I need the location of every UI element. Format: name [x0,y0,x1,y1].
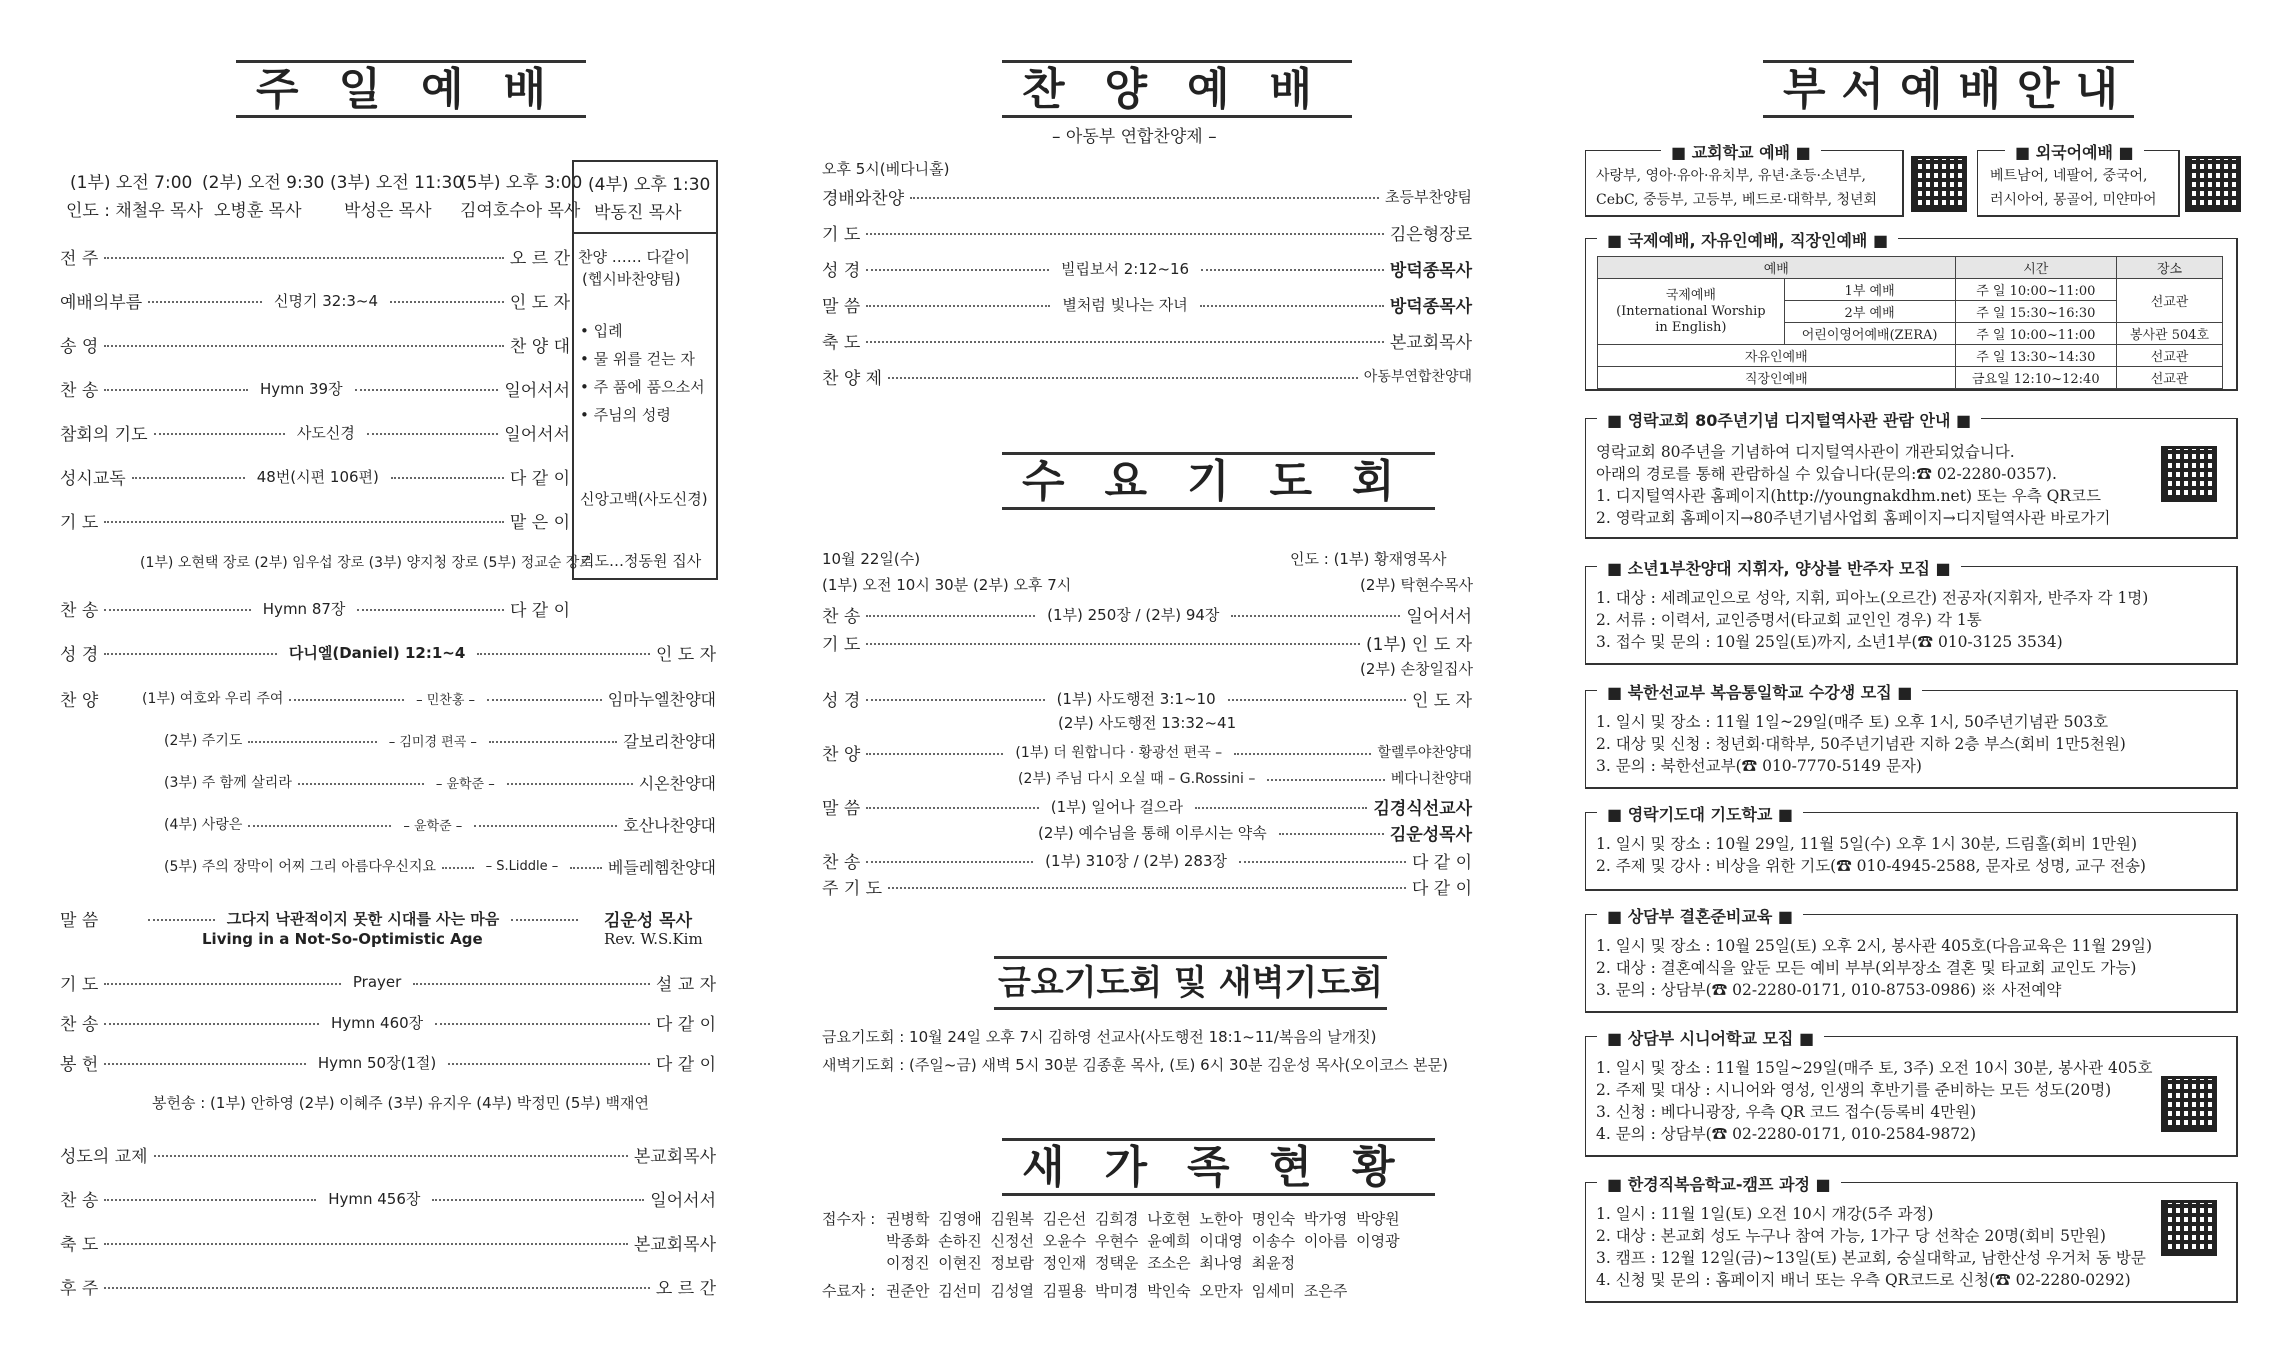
notice-title: ■ 상담부 시니어학교 모집 ■ [1597,1026,1824,1049]
praise-worship-title: 찬양예배 [1002,60,1352,118]
order-row: 찬 송 Hymn 460장 다 같 이 [60,1013,716,1035]
new-family-title: 새가족현황 [1002,1138,1435,1196]
offering-line: 봉헌송 : (1부) 안하영 (2부) 이혜주 (3부) 유지우 (4부) 박정민 (5부) 백재연 [152,1094,650,1112]
box4-item: • 주 품에 품으소서 [580,378,705,396]
service-time-3: (3부) 오전 11:30 [330,173,464,193]
order-row: 기 도 맡 은 이 [60,512,570,533]
new-family-recv-label: 접수자 : [822,1210,876,1228]
dawn-prayer-line: 새벽기도회 : (주일~금) 새벽 5시 30분 김종훈 목사, (토) 6시 30분 김운성 목사(오이코스 본문) [822,1056,1448,1074]
service-time-1: (1부) 오전 7:00 [70,173,193,193]
qr-code-icon[interactable] [2185,156,2241,212]
order-row: 축 도 본교회목사 [822,332,1472,353]
notice-box: 영락교회 80주년을 기념하여 디지털역사관이 개관되었습니다. 아래의 경로를 통해 관람하실 수 있습니다(문의:☎ 02-2280-0357). 1. 디지털역사관 홈페이지(http://youngnakdhm.net) 또는 우측 QR코드 2. 영락교회 홈페이지→80주년기념사업회 홈페이지→디지털역사관 바로가기 [1585,418,2238,539]
order-row: 말 씀 별처럼 빛나는 자녀 방덕종목사 [822,295,1472,317]
anthem-row: (2부) 주기도 – 김미경 편곡 – 갈보리찬양대 [164,731,717,751]
new-family-recv: 권병학 김영애 김원복 김은선 김희경 나호현 노한아 명인숙 박가영 박양원 [886,1210,1400,1228]
service-leader-2: 오병훈 목사 [214,201,302,221]
sermon-label: 말 씀 [60,911,99,931]
elders-line: (1부) 오현택 장로 (2부) 임우섭 장로 (3부) 양지청 장로 (5부) 정교순 장로 [140,555,593,571]
anthem-row: (1부) 여호와 우리 주여 – 민찬홍 – 임마누엘찬양대 [142,689,716,709]
service-leader-4: 박동진 목사 [594,203,682,223]
department-title: 부서예배안내 [1763,60,2134,118]
order-row: 축 도 본교회목사 [60,1234,716,1255]
wednesday-prayer-title: 수요기도회 [1002,452,1435,510]
anthem-row: (3부) 주 함께 살리라 – 윤학준 – 시온찬양대 [164,773,716,793]
wed-prayer-2: (2부) 손창일집사 [1360,660,1473,678]
lang-box: 베트남어, 네팔어, 중국어, 러시아어, 몽골어, 미얀마어 [1977,150,2180,217]
wed-leader-1: 인도 : (1부) 황재영목사 [1290,550,1447,568]
order-row: 기 도 김은형장로 [822,224,1472,245]
friday-prayer-line: 금요기도회 : 10월 24일 오후 7시 김하영 선교사(사도행전 18:1~11/복음의 날개짓) [822,1028,1377,1046]
service-leader-3: 박성은 목사 [344,201,432,221]
worship-table: 예배 시간 장소 국제예배 (International Worship in English) 1부 예배 주 일 10:00~11:00 선교관 2부 예배 주 일 15:30~16:30 어린이영어예배(ZERA) 주 일 10:00~11:00 봉사관 504호 자유인예배 주 일 13:30~14:30 선교관 직장인예배 금요일 12:10~12:40 선교관 [1597,256,2223,389]
wed-bible-2: (2부) 사도행전 13:32~41 [1058,714,1237,732]
service-time-5: (5부) 오후 3:00 [460,173,583,193]
box4-item: • 입례 [580,322,623,340]
notice-title: ■ 상담부 결혼준비교육 ■ [1597,904,1803,927]
wed-word-row-2: (2부) 예수님을 통해 이루시는 약속 김운성목사 [1032,820,1472,844]
wed-praise-row: 찬 양 (1부) 더 원합니다 · 황광선 편곡 – 할렐루야찬양대 [822,740,1472,764]
anthem-row: (5부) 주의 장막이 어찌 그리 아름다우신지요 – S.Liddle – 베들레헴찬양대 [164,857,717,877]
notice-title: ■ 한경직복음학교-캠프 과정 ■ [1597,1172,1841,1195]
wed-word-row: 말 씀 (1부) 일어나 걸으라 김경식선교사 [822,797,1473,819]
sunday-worship-title: 주일예배 [236,60,586,118]
service-time-2: (2부) 오전 9:30 [202,173,325,193]
edu-box: 사랑부, 영아·유아·유치부, 유년·초등·소년부, CebC, 중등부, 고등부, 베드로·대학부, 청년회 [1585,150,1904,217]
notice-title: ■ 영락기도대 기도학교 ■ [1597,802,1803,825]
intl-title: ■ 국제예배, 자유인예배, 직장인예배 ■ [1597,228,1898,251]
wed-bible-row: 성 경 (1부) 사도행전 3:1~10 인 도 자 [822,689,1473,711]
qr-code-icon[interactable] [2161,446,2217,502]
box4-item: • 주님의 성령 [580,406,671,424]
wed-date: 10월 22일(수) [822,550,921,568]
order-row: 성도의 교제 본교회목사 [60,1146,716,1167]
order-row: 성 경 빌립보서 2:12~16 방덕종목사 [822,259,1473,281]
friday-dawn-prayer-title: 금요기도회 및 새벽기도회 [994,956,1387,1010]
order-row: 예배의부름 신명기 32:3~4 인 도 자 [60,291,570,313]
qr-code-icon[interactable] [2161,1200,2217,1256]
notice-box: 1. 일시 및 장소 : 11월 1일~29일(매주 토) 오후 1시, 50주년기념관 503호 2. 대상 및 신청 : 청년회·대학부, 50주년기념관 지하 2층 부스(회비 1만5천원) 3. 문의 : 북한선교부(☎ 010-7770-5149 문자) [1585,690,2238,789]
new-family-recv: 박종화 손하진 신정선 오윤수 우현수 윤예희 이대영 이송수 이아름 이영광 [886,1232,1400,1250]
notice-box: 1. 일시 : 11월 1일(토) 오전 10시 개강(5주 과정) 2. 대상 : 본교회 성도 누구나 참여 가능, 1가구 당 선착순 20명(회비 5만원) 3. 캠프 : 12월 12일(금)~13일(토) 본교회, 숭실대학교, 남한산성 우거처 동 방문 4. 신청 및 문의 : 홈페이지 배너 또는 우측 QR코드로 신청(☎ 02-2280-0292) [1585,1182,2238,1303]
order-row: 찬 송 Hymn 39장 일어서서 [60,379,571,401]
service-leader-1: 인도 : 채철우 목사 [66,201,203,221]
service-leader-5: 김여호수아 목사 [460,201,581,221]
order-row: 송 영 찬 양 대 [60,336,570,357]
sermon-title-en: Living in a Not-So-Optimistic Age [202,930,483,948]
order-row: 찬 송 Hymn 87장 다 같 이 [60,599,571,621]
new-family-done: 권준안 김선미 김성열 김필용 박미경 박인숙 오만자 임세미 조은주 [886,1282,1348,1300]
wed-praise-row-2: (2부) 주님 다시 오실 때 – G.Rossini – 베다니찬양대 [1012,766,1472,790]
service-time-4: (4부) 오후 1:30 [588,175,711,195]
notice-title: ■ 소년1부찬양대 지휘자, 양상블 반주자 모집 ■ [1597,556,1961,579]
new-family-recv: 이정진 이현진 정보람 정인재 정택운 조소은 최나영 최윤정 [886,1254,1296,1272]
wed-times: (1부) 오전 10시 30분 (2부) 오후 7시 [822,576,1072,594]
notice-box: 1. 일시 및 장소 : 10월 29일, 11월 5일(수) 오후 1시 30분, 드림홀(회비 1만원) 2. 주제 및 강사 : 비상을 위한 기도(☎ 010-4945-2588, 문자로 성명, 교구 전송) [1585,812,2238,891]
service-4-box [572,160,718,580]
box4-praise-team: (헵시바찬양팀) [582,270,681,288]
order-row: 전 주 오 르 간 [60,248,570,269]
order-row: 성 경 다니엘(Daniel) 12:1~4 인 도 자 [60,643,717,665]
order-row: 경배와찬양 초등부찬양팀 [822,187,1472,209]
praise-subtitle: – 아동부 연합찬양제 – [1052,127,1217,147]
qr-code-icon[interactable] [2161,1076,2217,1132]
order-row: 기 도 (1부) 인 도 자 [822,634,1472,655]
order-row: 찬 양 제 아동부연합찬양대 [822,368,1472,389]
new-family-done-label: 수료자 : [822,1282,876,1300]
notice-title: ■ 북한선교부 복음통일학교 수강생 모집 ■ [1597,680,1922,703]
notice-box: 1. 일시 및 장소 : 11월 15일~29일(매주 토, 3주) 오전 10시 30분, 봉사관 405호 2. 주제 및 대상 : 시니어와 영성, 인생의 후반기를 준비하는 모든 성도(20명) 3. 신청 : 베다니광장, 우측 QR 코드 접수(등록비 4만원) 4. 문의 : 상담부(☎ 02-2280-0171, 010-2584-9872) [1585,1036,2238,1157]
order-row: 후 주 오 르 간 [60,1278,716,1299]
notice-box: 1. 대상 : 세례교인으로 성악, 지휘, 피아노(오르간) 전공자(지휘자, 반주자 각 1명) 2. 서류 : 이력서, 교인증명서(타교회 교인인 경우) 각 1통 3. 접수 및 문의 : 10월 25일(토)까지, 소년1부(☎ 010-3125 3534) [1585,566,2238,665]
order-row: 주 기 도 다 같 이 [822,878,1472,899]
anthem-row: (4부) 사랑은 – 윤학준 – 호산나찬양대 [164,815,716,835]
order-row: 봉 헌 Hymn 50장(1절) 다 같 이 [60,1053,716,1075]
edu-title: ■ 교회학교 예배 ■ [1661,140,1821,163]
order-row: 성시교독 48번(시편 106편) 다 같 이 [60,467,570,489]
qr-code-icon[interactable] [1911,156,1967,212]
anthem-label: 찬 양 [60,691,99,711]
praise-time: 오후 5시(베다니홀) [822,160,950,178]
lang-title: ■ 외국어예배 ■ [2005,140,2144,163]
box4-praise: 찬양 …… 다같이 [578,248,690,266]
notice-title: ■ 영락교회 80주년기념 디지털역사관 관람 안내 ■ [1597,408,1981,431]
sermon-preacher: 김운성 목사 [604,911,693,931]
order-row: 찬 송 (1부) 250장 / (2부) 94장 일어서서 [822,605,1473,627]
notice-box: 1. 일시 및 장소 : 10월 25일(토) 오후 2시, 봉사관 405호(다음교육은 11월 29일) 2. 대상 : 결혼예식을 앞둔 모든 예비 부부(외부장소 결혼 및 타교회 교인도 가능) 3. 문의 : 상담부(☎ 02-2280-0171, 010-8753-0986) ※ 사전예약 [1585,914,2238,1013]
sermon-preacher-en: Rev. W.S.Kim [604,930,703,948]
order-row: 찬 송 (1부) 310장 / (2부) 283장 다 같 이 [822,851,1473,873]
box4-prayer: 기도…정동원 집사 [580,552,702,570]
order-row: 기 도 Prayer 설 교 자 [60,973,716,995]
box4-item: • 물 위를 걷는 자 [580,350,695,368]
order-row: 참회의 기도 사도신경 일어서서 [60,423,570,445]
box4-creed: 신앙고백(사도신경) [580,490,708,508]
sermon-row: 그다지 낙관적이지 못한 시대를 사는 마음 [142,906,584,930]
wed-leader-2: (2부) 탁현수목사 [1360,576,1473,594]
order-row: 찬 송 Hymn 456장 일어서서 [60,1189,716,1211]
